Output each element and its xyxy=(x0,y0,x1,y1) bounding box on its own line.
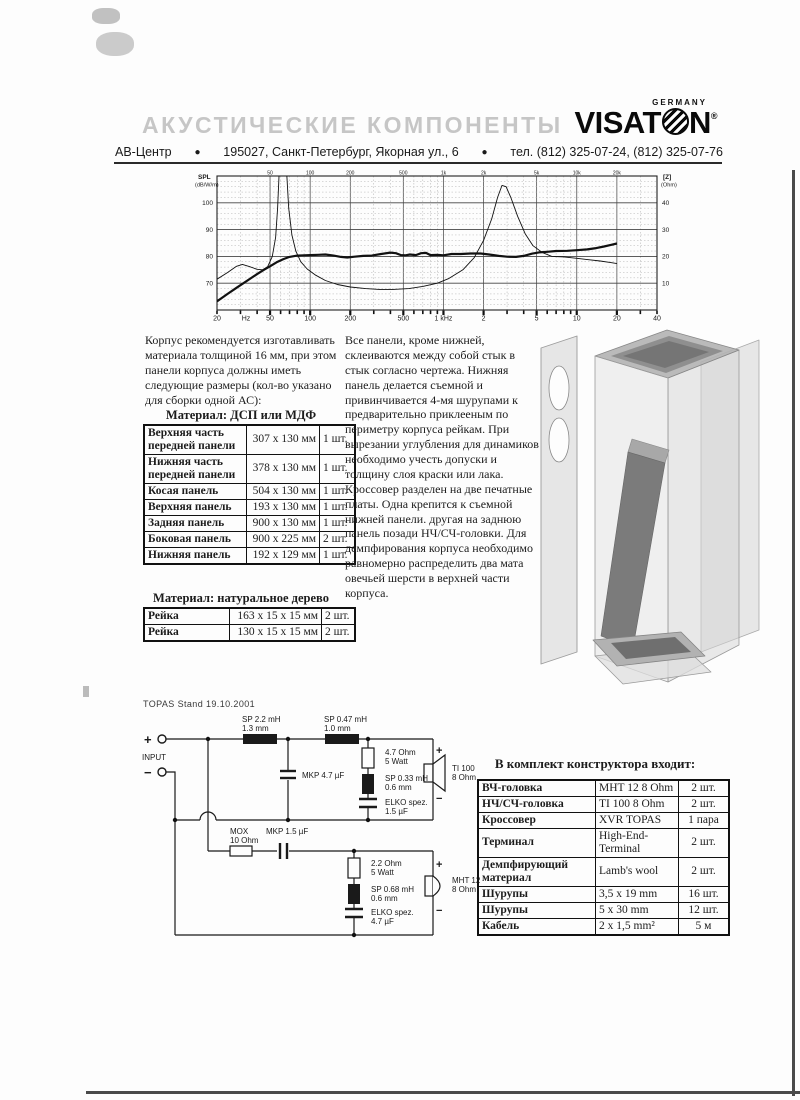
capacitor-mkp47-label: MKP 4.7 µF xyxy=(302,771,345,780)
table-cell: ВЧ-головка xyxy=(478,780,596,796)
table-row xyxy=(144,547,355,563)
table-cell: 2 шт. xyxy=(679,780,730,796)
table-cell: 3,5 x 19 mm xyxy=(596,886,679,902)
svg-text:40: 40 xyxy=(662,200,670,207)
table-cell: 307 x 130 мм xyxy=(247,425,320,454)
cabinet-drawing xyxy=(533,300,768,705)
table-cell: 900 x 225 мм xyxy=(247,531,320,547)
woofer-minus-sign: − xyxy=(436,793,443,805)
bullet-icon: ● xyxy=(194,146,201,158)
svg-text:100: 100 xyxy=(304,315,317,322)
table-cell: Верхняя часть передней панели xyxy=(144,425,247,454)
tweeter-plus-sign: + xyxy=(436,859,443,871)
table-cell: Lamb's wool xyxy=(596,857,679,886)
inductor-sp033-label: SP 0.33 mH xyxy=(385,774,428,783)
svg-text:20: 20 xyxy=(213,315,221,322)
table-row xyxy=(478,796,729,812)
table-cell: 1 шт. xyxy=(320,454,356,483)
table-cell: НЧ/СЧ-головка xyxy=(478,796,596,812)
panel-table-title: Материал: ДСП или МДФ xyxy=(165,408,317,422)
tweeter-minus-sign: − xyxy=(436,905,443,917)
svg-text:1k: 1k xyxy=(440,170,447,177)
dealer-name: АВ-Центр xyxy=(115,145,172,159)
svg-text:Hz: Hz xyxy=(241,315,251,322)
junction-dots xyxy=(173,737,370,937)
resistor-47ohm-label: 4.7 Ohm xyxy=(385,748,416,757)
table-cell: Верхняя панель xyxy=(144,499,247,515)
table-row xyxy=(478,812,729,828)
page-title: АКУСТИЧЕСКИЕ КОМПОНЕНТЫ xyxy=(142,112,563,138)
inductor-sp068-symbol xyxy=(348,884,360,904)
capacitor-elko15-symbol xyxy=(359,799,377,807)
svg-text:2: 2 xyxy=(481,315,486,322)
table-cell: 1 шт. xyxy=(320,483,356,499)
table-cell: 2 шт. xyxy=(322,608,356,624)
revision-note: TOPAS Stand 19.10.2001 xyxy=(143,699,256,709)
impedance-axis-label: [Z] xyxy=(663,174,672,181)
svg-text:100: 100 xyxy=(202,200,213,207)
wood-dimensions-table xyxy=(143,607,356,642)
table-cell: 1 шт. xyxy=(320,425,356,454)
table-cell: 192 x 129 мм xyxy=(247,547,320,563)
inductor-sp22-label: SP 2.2 mH xyxy=(242,715,281,724)
dealer-phone: тел. (812) 325-07-24, (812) 325-07-76 xyxy=(510,145,723,159)
capacitor-elko15-sublabel: 1.5 µF xyxy=(385,807,408,816)
resistor-47ohm-symbol xyxy=(362,748,374,768)
scan-artifact-top-left xyxy=(92,8,120,24)
inductor-sp033-sublabel: 0.6 mm xyxy=(385,783,412,792)
capacitor-elko47-label: ELKO spez. xyxy=(371,908,414,917)
spl-axis-sublabel: (dB/W/m) xyxy=(195,182,219,189)
input-plus-sign: + xyxy=(144,732,152,747)
table-cell: Кабель xyxy=(478,918,596,934)
table-row xyxy=(144,425,355,454)
table-row xyxy=(144,483,355,499)
table-cell: Шурупы xyxy=(478,886,596,902)
table-cell: 378 x 130 мм xyxy=(247,454,320,483)
svg-text:100: 100 xyxy=(305,170,315,177)
scan-artifact-right-line xyxy=(792,170,795,1096)
table-cell: 163 x 15 x 15 мм xyxy=(230,608,322,624)
capacitor-elko47-sublabel: 4.7 µF xyxy=(371,917,394,926)
assembly-note: Все панели, кроме нижней, склеиваются между собой стык в стык согласно чертежа. Нижняя панель делается съемной и привинчивается 4-мя шурупами к предварительно приклееным по периметру корпуса рейкам. При вырезании углубления для динамиков необходимо учесть допуски и толщину слоя краски или лака. Кроссовер разделен на две печатные платы. Одна крепится к съемной нижней панели. другая на заднюю панель позади НЧ/СЧ-головки. Для демпфирования корпуса необходимо равномерно распределить два мата овечьей шерсти в верхней части корпуса. xyxy=(345,333,539,600)
svg-text:5: 5 xyxy=(534,315,539,322)
table-cell: 504 x 130 мм xyxy=(247,483,320,499)
visaton-wordmark xyxy=(552,107,717,138)
resistor-mox-label: MOX xyxy=(230,827,249,836)
input-label: INPUT xyxy=(142,753,166,762)
capacitor-elko15-label: ELKO spez. xyxy=(385,798,428,807)
table-cell: 1 пара xyxy=(679,812,730,828)
table-cell: Задняя панель xyxy=(144,515,247,531)
visaton-logo xyxy=(552,98,717,138)
midrange-cutout xyxy=(549,418,569,462)
table-row xyxy=(478,918,729,934)
table-cell: 12 шт. xyxy=(679,902,730,918)
svg-text:90: 90 xyxy=(205,226,213,234)
resistor-22ohm-sublabel: 5 Watt xyxy=(371,868,394,877)
table-cell: Нижняя панель xyxy=(144,547,247,563)
table-cell: Демпфирующий материал xyxy=(478,857,596,886)
input-terminal-minus xyxy=(158,768,166,776)
capacitor-mkp15-label: MKP 1.5 µF xyxy=(266,827,309,836)
resistor-mox-sublabel: 10 Ohm xyxy=(230,836,259,845)
table-cell: Рейка xyxy=(144,624,230,640)
table-cell: Боковая панель xyxy=(144,531,247,547)
panel-dimensions-table xyxy=(143,424,356,565)
table-row xyxy=(478,780,729,796)
table-cell: 193 x 130 мм xyxy=(247,499,320,515)
scan-artifact-bottom-line xyxy=(86,1091,800,1094)
table-row xyxy=(478,857,729,886)
table-cell: Нижняя часть передней панели xyxy=(144,454,247,483)
inductor-sp033-symbol xyxy=(362,774,374,794)
scan-artifact-top-left-2 xyxy=(96,32,134,56)
table-row xyxy=(144,515,355,531)
input-terminal-plus xyxy=(158,735,166,743)
table-cell: Рейка xyxy=(144,608,230,624)
svg-text:200: 200 xyxy=(344,315,357,322)
table-cell: 1 шт. xyxy=(320,499,356,515)
scan-artifact-left-mark xyxy=(83,686,89,697)
table-cell: 1 шт. xyxy=(320,547,356,563)
table-row xyxy=(478,902,729,918)
wood-table-title: Материал: натуральное дерево xyxy=(153,591,329,605)
resistor-47ohm-sublabel: 5 Watt xyxy=(385,757,408,766)
kit-table-title: В комплект конструктора входит: xyxy=(494,756,696,771)
table-cell: Кроссовер xyxy=(478,812,596,828)
svg-text:1 kHz: 1 kHz xyxy=(434,315,453,322)
address-bar xyxy=(115,145,723,159)
table-cell: 16 шт. xyxy=(679,886,730,902)
svg-text:70: 70 xyxy=(205,280,213,288)
woofer-symbol xyxy=(424,755,445,791)
visaton-striped-o-icon xyxy=(662,108,689,135)
capacitor-mkp47-symbol xyxy=(280,771,296,778)
header-divider xyxy=(114,162,722,164)
svg-text:40: 40 xyxy=(653,315,661,322)
tweeter-label: MHT 12 xyxy=(452,876,481,885)
kit-contents-table xyxy=(477,779,730,936)
svg-text:50: 50 xyxy=(267,170,273,177)
table-cell: XVR TOPAS xyxy=(596,812,679,828)
table-row xyxy=(478,886,729,902)
table-cell: 5 x 30 mm xyxy=(596,902,679,918)
table-cell: TI 100 8 Ohm xyxy=(596,796,679,812)
dealer-address: 195027, Санкт-Петербург, Якорная ул., 6 xyxy=(223,145,459,159)
table-row xyxy=(144,531,355,547)
svg-text:20: 20 xyxy=(662,253,670,261)
table-cell: 2 шт. xyxy=(322,624,356,640)
inductor-sp047-symbol xyxy=(325,734,359,744)
wordmark-start: VISAT xyxy=(574,105,661,140)
svg-text:5k: 5k xyxy=(533,170,540,177)
table-row xyxy=(144,454,355,483)
table-cell: Косая панель xyxy=(144,483,247,499)
table-cell: 900 x 130 мм xyxy=(247,515,320,531)
table-row xyxy=(144,499,355,515)
svg-text:200: 200 xyxy=(346,170,355,177)
svg-text:20: 20 xyxy=(612,315,621,322)
inductor-sp047-label: SP 0.47 mH xyxy=(324,715,367,724)
capacitor-elko47-symbol xyxy=(345,909,363,917)
input-minus-sign: − xyxy=(144,765,152,780)
table-cell: 2 шт. xyxy=(679,828,730,857)
svg-text:30: 30 xyxy=(662,226,670,234)
wordmark-end: N xyxy=(688,105,711,140)
svg-text:10k: 10k xyxy=(572,170,581,177)
schematic-wires xyxy=(166,739,433,935)
registered-mark: ® xyxy=(710,111,717,121)
resistor-mox10-symbol xyxy=(230,846,252,856)
table-row xyxy=(478,828,729,857)
table-cell: 2 x 1,5 mm² xyxy=(596,918,679,934)
table-cell: 1 шт. xyxy=(320,515,356,531)
capacitor-mkp15-symbol xyxy=(280,843,287,859)
chart-grid xyxy=(217,176,657,310)
table-cell: Шурупы xyxy=(478,902,596,918)
svg-text:10: 10 xyxy=(662,280,670,288)
woofer-plus-sign: + xyxy=(436,745,443,757)
inductor-sp047-sublabel: 1.0 mm xyxy=(324,724,351,733)
svg-text:10: 10 xyxy=(572,315,581,322)
inductor-sp22-sublabel: 1.3 mm xyxy=(242,724,269,733)
resistor-22ohm-label: 2.2 Ohm xyxy=(371,859,402,868)
woofer-sublabel: 8 Ohm xyxy=(452,773,477,782)
svg-text:2k: 2k xyxy=(480,170,487,177)
svg-text:20k: 20k xyxy=(612,170,621,177)
table-cell: 2 шт. xyxy=(679,857,730,886)
svg-text:500: 500 xyxy=(397,315,410,322)
tweeter-sublabel: 8 Ohm xyxy=(452,885,477,894)
inductor-sp22-symbol xyxy=(243,734,277,744)
table-cell: MHT 12 8 Ohm xyxy=(596,780,679,796)
germany-label: GERMANY xyxy=(652,98,707,107)
table-cell: High-End-Terminal xyxy=(596,828,679,857)
resistor-22ohm-symbol xyxy=(348,858,360,878)
table-row xyxy=(144,608,355,624)
table-cell: 2 шт. xyxy=(679,796,730,812)
inductor-sp068-label: SP 0.68 mH xyxy=(371,885,414,894)
crossover-schematic xyxy=(140,710,490,950)
table-cell: 130 x 15 x 15 мм xyxy=(230,624,322,640)
inductor-sp068-sublabel: 0.6 mm xyxy=(371,894,398,903)
svg-text:500: 500 xyxy=(399,170,408,177)
woofer-label: TI 100 xyxy=(452,764,475,773)
bullet-icon: ● xyxy=(481,146,488,158)
table-row xyxy=(144,624,355,640)
chart-curves xyxy=(217,170,617,301)
cabinet-material-note: Корпус рекомендуется изготавливать материала толщиной 16 мм, при этом панели корпуса должны иметь следующие размеры (кол-во указано для сборки одной АС): xyxy=(145,333,337,407)
svg-text:80: 80 xyxy=(205,253,213,261)
woofer-cutout xyxy=(549,366,569,410)
impedance-axis-sublabel: (Ohm) xyxy=(661,182,677,189)
tweeter-symbol xyxy=(425,876,440,896)
table-cell: 5 м xyxy=(679,918,730,934)
svg-text:50: 50 xyxy=(266,315,274,322)
spl-axis-label: SPL xyxy=(198,174,211,181)
table-cell: 2 шт. xyxy=(320,531,356,547)
table-cell: Терминал xyxy=(478,828,596,857)
